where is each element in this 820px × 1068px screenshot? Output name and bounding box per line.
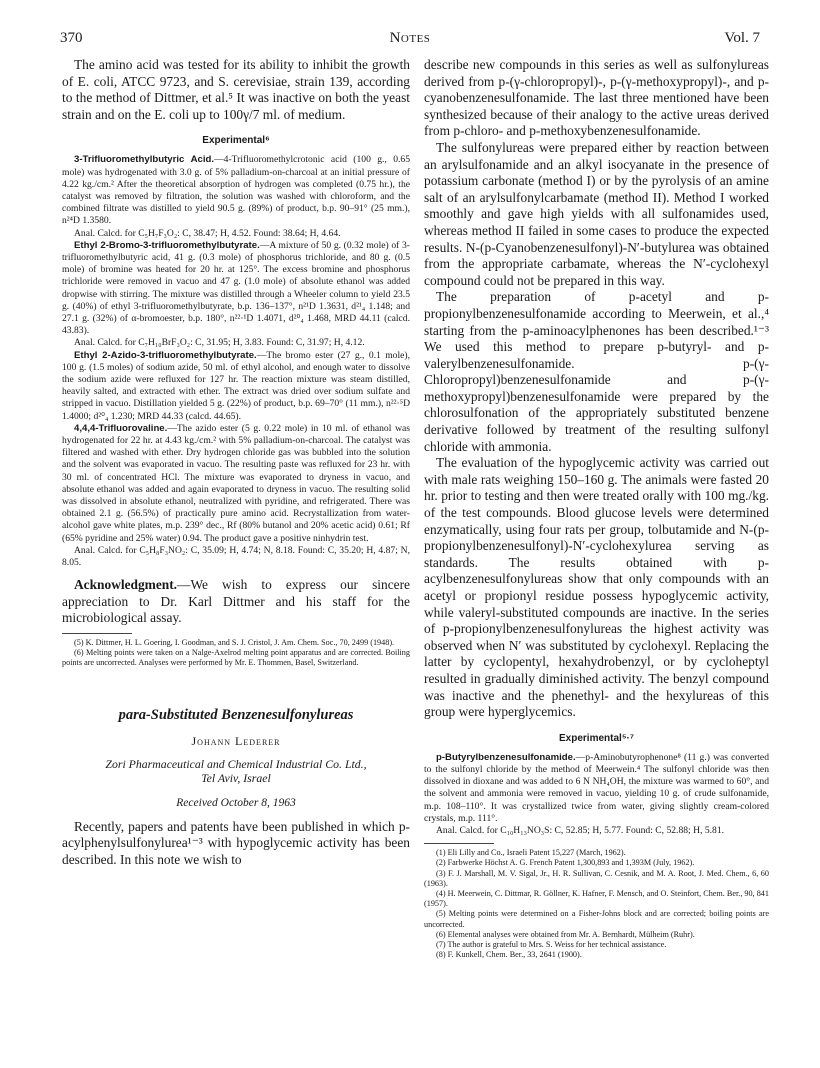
footnote: (4) H. Meerwein, C. Dittmar, R. Göllner, K. Hafner, F. Mensch, and O. Steinfort, Chem. Ber., 90, 841 (1957). [424,888,769,909]
footnote: (7) The author is grateful to Mrs. S. Weiss for her technical assistance. [436,940,667,949]
volume-label: Vol. 7 [724,30,760,46]
procedure-body: —4-Trifluoromethylcrotonic acid (100 g., 0.65 mole) was hydrogenated with 3.0 g. of 5% palladium-on-charcoal at an initial pressure of 4.22 kg./cm.² After the theoretical absorption of hydrogen was completed (0.75 hr.), the catalyst was removed by filtration, the solution was washed with chloroform, and the combined filtrate was distilled to yield 90.5 g. (89%) of product, b.p. 90–91° (25 mm.), n²⁴D 1.3580. [62,154,410,227]
affiliation-line: Zori Pharmaceutical and Chemical Industrial Co. Ltd., [105,756,367,771]
affiliation-location: Tel Aviv, Israel [201,770,271,785]
procedure-heading: 3-Trifluoromethylbutyric Acid. [74,154,215,166]
footnote-divider [62,633,132,634]
experimental-heading-left: Experimental⁶ [202,135,270,147]
acknowledgment-body: —We wish to express our sincere appreciation to Dr. Karl Dittmer and his staff for the microbiological assay. [62,577,410,626]
procedure-heading: p-Butyrylbenzenesulfonamide. [436,751,576,763]
procedure-body: —The bromo ester (27 g., 0.1 mole), 100 g. (1.5 moles) of sodium azide, 50 ml. of ethyl alcohol, and enough water to dissolve the sodium azide were refluxed for 127 hr. The reaction mixture was steam distilled, heavily salted, and extracted with ether. The extract was dried over sodium sulfate and stripped in vacuo. Distillation yielded 5 g. (22%) of product, b.p. 69–70° (11 mm.), n²²·⁵D 1.4000; d²⁰₄ 1.230; MRD 44.33 (calcd. 44.65). [62,349,410,422]
footnote: (6) Melting points were taken on a Nalge-Axelrod melting point apparatus and are corrected. Boiling points are uncorrected. Analyses were performed by Mr. E. Thommen, Basel, Switzerland. [62,648,410,668]
analysis-line: Anal. Calcd. for C₇H₁₀BrF₃O₂: C, 31.95; H, 3.83. Found: C, 31.97; H, 4.12. [74,337,365,349]
acknowledgment-heading: Acknowledgment. [74,577,178,593]
body-paragraph: The evaluation of the hypoglycemic activity was carried out with male rats weighing 150–160 g. The animals were fasted 20 hr. prior to testing and then were treated orally with 100 mg./kg. of the test compounds. Blood glucose levels were determined enzymatically, using four rats per group, tolbutamide and N-(p-propionylbenzenesulfonyl)-N′-cyclohexylurea serving as standards. The results obtained with p-acylbenzenesulfonylureas show that only compounds with an acetyl or propionyl residue possess hypoglycemic activity, while valeryl-substituted compounds are inactive. In the series of p-propionylbenzenesulfonylureas the highest activity was observed when N′ was substituted by cyclohexyl. Replacing the latter by cyclopentyl, hexahydrobenzyl, or by cycloheptyl resulted in gradually diminished activity. The benzyl compound was inactive and the phenethyl- and the hexylureas of this group were hyperglycemics. [424,455,769,720]
body-paragraph: The preparation of p-acetyl and p-propionylbenzenesulfonamide according to Meerwein, et al.,⁴ starting from the p-aminoacylphenones has been described.¹⁻³ We used this method to prepare p-butyryl- and p-valerylbenzenesulfonamide. p-(γ-Chloropropyl)benzenesulfonamide and p-(γ-methoxypropyl)benzenesulfonamide were prepared by the chlorosulfonation of the appropriately substituted benzene derivative followed by treatment of the resulting sulfonyl chloride with ammonia. [424,289,769,454]
footnote: (6) Elemental analyses were obtained from Mr. A. Bernhardt, Mülheim (Ruhr). [436,929,695,939]
footnote: (5) K. Dittmer, H. L. Goering, I. Goodman, and S. J. Cristol, J. Am. Chem. Soc., 70, 2499 (1948). [74,638,395,648]
right-column [424,57,769,960]
body-paragraph: The sulfonylureas were prepared either by reaction between an arylsulfonamide and an alkyl isocyanate in the presence of potassium carbonate (method I) or by the pyrolysis of an amine salt of an arylsulfonylcarbamate (method II). Method I worked smoothly and gave high yields with all sulfonamides used, whereas method II failed in some cases to produce the expected results. N-(p-Cyanobenzenesulfonyl)-N′-butylurea was obtained from the appropriate carbamate, whereas the N′-cyclohexyl compound could not be prepared in this way. [424,139,769,288]
received-date: Received October 8, 1963 [176,796,296,809]
footnote: (5) Melting points were determined on a Fisher-Johns block and are corrected; boiling points are uncorrected. [424,909,769,929]
analysis-line: Anal. Calcd. for C₁₀H₁₃NO₃S: C, 52.85; H, 5.77. Found: C, 52.88; H, 5.81. [436,824,725,836]
page-number: 370 [60,30,83,46]
procedure-bromo-ester [62,240,410,338]
analysis-line: Anal. Calcd. for C₅H₈F₃NO₂: C, 35.09; H, 4.74; N, 8.18. Found: C, 35.20; H, 4.87; N, 8.05. [62,544,410,569]
article-intro-paragraph: Recently, papers and patents have been published in which p-acylphenylsulfonylurea¹⁻³ with hypoglycemic activity has been described. In this note we wish to [62,818,410,867]
footnote: (1) Eli Lilly and Co., Israeli Patent 15,227 (March, 1962). [436,848,626,858]
experimental-heading-right: Experimental⁵·⁷ [559,732,634,744]
procedure-body: —A mixture of 50 g. (0.32 mole) of 3-trifluoromethylbutyric acid, 41 g. (0.3 mole) of phosphorus trichloride, and 80 g. (0.5 mole) of bromine was heated for 20 hr. at 125°. The excess bromine and phosphorus trichloride were removed in vacuo and 47 g. (1.0 mole) of absolute ethanol was added dropwise with stirring. The mixture was distilled through a Wheeler column to yield 23.5 g. (40%) of ethyl 3-trifluoromethylbutyrate, b.p. 136–137°, n²¹D 1.3631, d²¹₄ 1.148; and 27.1 g. (32%) of α-bromoester, b.p. 180°, n²²·¹D 1.4071, d²⁰₄ 1.468, MRD 44.11 (calcd. 43.83). [62,239,410,337]
procedure-azido-ester [62,350,410,423]
article-title: para-Substituted Benzenesulfonylureas [118,706,354,723]
footnote: (3) F. J. Marshall, M. V. Sigal, Jr., H. R. Sullivan, C. Cesnik, and M. A. Root, J. Med. Chem., 6, 60 (1963). [424,868,769,888]
footnote-divider [424,843,494,844]
page-header [60,30,760,50]
procedure-heading: Ethyl 2-Bromo-3-trifluoromethylbutyrate. [74,239,260,251]
running-title: Notes [389,30,431,46]
author-name: Johann Lederer [191,733,281,748]
procedure-heading: Ethyl 2-Azido-3-trifluoromethylbutyrate. [74,349,257,361]
procedure-body: —The azido ester (5 g. 0.22 mole) in 10 ml. of ethanol was hydrogenated for 22 hr. at 4.43 kg./cm.² with 5% palladium-on-charcoal. The catalyst was filtered and washed with ether. Dry hydrogen chloride gas was bubbled into the solution and the solvent was evaporated in vacuo. The resulting paste was refluxed for 23 hr. with 30 ml. of concentrated HCl. The mixture was evaporated to dryness in vacuo, and absolute ethanol was added and again evaporated to dryness in vacuo. The resulting solid was dissolved in absolute ethanol, neutralized with pyridine, and refrigerated. There was obtained 2.1 g. (56.5%) of practically pure amino acid. Recrystallization from water-alcohol gave white plates, m.p. 239° dec., Rf (80% butanol and 20% acetic acid) 0.61; Rf (65% pyridine and 25% water) 0.94. The product gave a positive ninhydrin test. [62,422,410,544]
footnote: (8) F. Kunkell, Chem. Ber., 33, 2641 (1900). [436,950,582,960]
procedure-trifluorovaline [62,423,410,545]
procedure-trifluoromethylbutyric-acid [62,154,410,227]
footnote: (2) Farbwerke Höchst A. G. French Patent 1,300,893 and 1,393M (July, 1962). [436,858,695,868]
body-paragraph: describe new compounds in this series as well as sulfonylureas derived from p-(γ-chloropropyl)-, p-(γ-methoxypropyl)-, and p-cyanobenzenesulfonamide. The last three mentioned have been synthesized because of their analogy to the active ureas derived from p-chloro- and p-methoxybenzenesulfonamide. [424,57,769,139]
intro-paragraph: The amino acid was tested for its ability to inhibit the growth of E. coli, ATCC 9723, and S. cerevisiae, strain 139, according to the method of Dittmer, et al.⁵ It was inactive on both the yeast strain and on the E. coli up to 100γ/7 ml. of medium. [62,57,410,122]
acknowledgment-paragraph [62,577,410,627]
procedure-butyrylbenzenesulfonamide [424,752,769,825]
left-column [62,57,410,868]
procedure-heading: 4,4,4-Trifluorovaline. [74,422,168,434]
procedure-body: —p-Aminobutyrophenone⁸ (11 g.) was converted to the sulfonyl chloride by the method of Meerwein.⁴ The sulfonyl chloride was then dissolved in dioxane and was added to 6 N NH₄OH, the mixture was warmed to 60°, and the solvent and ammonia were removed in vacuo, yielding 10 g. of crude sulfonamide, m.p. 108–110°. It was crystallized twice from water, giving slightly cream-colored crystals, m.p. 111°. [424,751,769,824]
analysis-line: Anal. Calcd. for C₅H₇F₃O₂: C, 38.47; H, 4.52. Found: 38.64; H, 4.64. [74,227,341,239]
